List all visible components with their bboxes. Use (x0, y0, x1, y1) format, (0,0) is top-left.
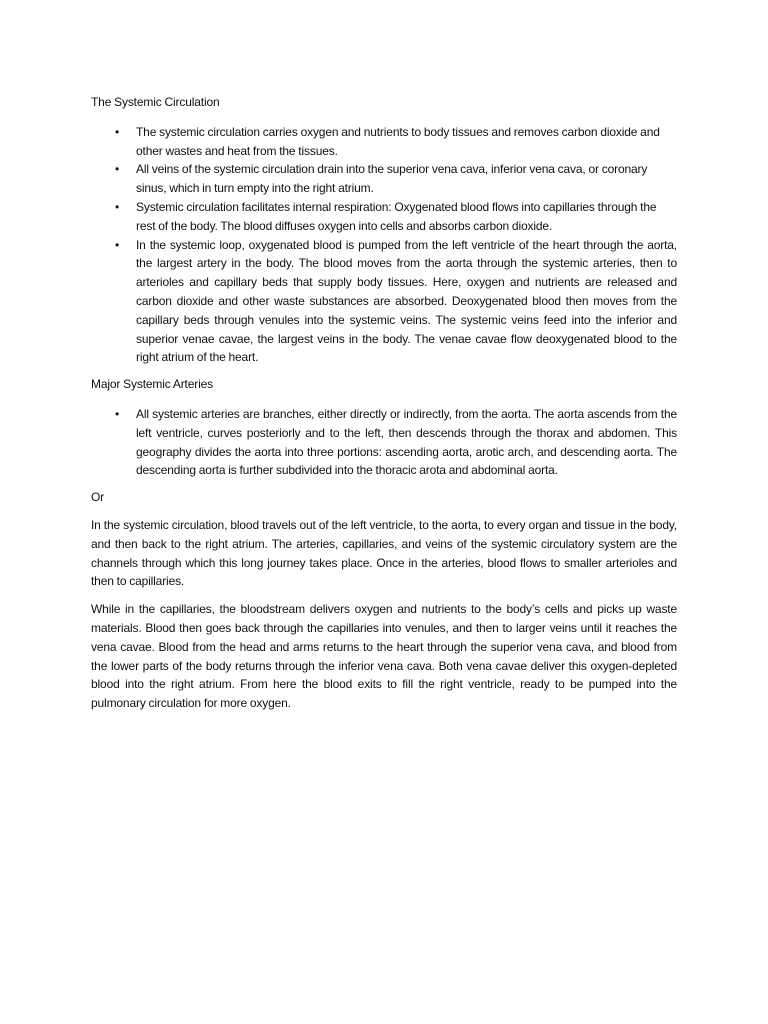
bullet-item (91, 405, 677, 480)
body-paragraph: In the systemic circulation, blood travels out of the left ventricle, to the aorta, to every organ and tissue in the body, and then back to the right atrium. The arteries, capillaries, and veins of the systemic circulatory system are the channels through which this long journey takes place. Once in the arteries, blood flows to smaller arterioles and then to capillaries. (91, 517, 677, 589)
bullet-text: Systemic circulation facilitates internal respiration: Oxygenated blood flows into capillaries through the rest of the body. The blood diffuses oxygen into cells and absorbs carbon dioxide. (136, 199, 657, 233)
systemic-circulation-bullet-list (91, 123, 677, 367)
bullet-text-run: or (585, 162, 602, 177)
bullet-text-run: All veins of the systemic circulation drain into the (136, 162, 387, 177)
bullet-text (136, 162, 647, 195)
bullet-item (91, 236, 677, 368)
bullet-text (136, 125, 660, 158)
section-heading-major-systemic-arteries: Major Systemic Arteries (91, 377, 213, 392)
bullet-item (91, 198, 677, 236)
bullet-glyph: • (115, 124, 120, 139)
bullet-item (91, 160, 677, 198)
bullet-text-run: which in turn empty into the right atrium. (166, 181, 374, 196)
bullet-text: All systemic arteries are branches, either directly or indirectly, from the aorta. The aorta ascends from the left ventricle, curves posteriorly and to the left, then descends through the thorax and abdomen. This geography divides the aorta into three portions: ascending aorta, arotic arch, and descending aorta. The descending aorta is further subdivided into the thoracic arota and abdominal aorta. (136, 406, 677, 478)
bold-term: The systemic circulation (136, 124, 260, 139)
bullet-glyph: • (115, 199, 120, 214)
bold-term: inferior vena cava, (490, 162, 586, 177)
body-paragraph: While in the capillaries, the bloodstream delivers oxygen and nutrients to the body’s cells and picks up waste materials. Blood then goes back through the capillaries into venules, and then to larger veins until it reaches the vena cavae. Blood from the head and arms returns to the heart through the superior vena cava, and blood from the lower parts of the body returns through the inferior vena cava. Both vena cavae deliver this oxygen-depleted blood into the right atrium. From here the blood exits to fill the right ventricle, ready to be pumped into the pulmonary circulation for more oxygen. (91, 602, 677, 711)
bullet-text-run: carries oxygen and nutrients to body tissues and removes carbon dioxide and other wastes and heat from the tissues. (136, 124, 660, 158)
bullet-text: In the systemic loop, oxygenated blood is pumped from the left ventricle of the heart through the aorta, the largest artery in the body. The blood moves from the aorta through the systemic arteries, then to arterioles and capillary beds that supply body tissues. Here, oxygen and nutrients are released and carbon dioxide and other waste substances are absorbed. Deoxygenated blood then moves from the capillary beds through venules into the systemic veins. The systemic veins feed into the inferior and superior venae cavae, the largest veins in the body. The venae cavae flow deoxygenated blood to the right atrium of the heart. (136, 237, 677, 365)
bold-term: coronary sinus, (136, 162, 648, 196)
document-page (91, 93, 677, 722)
bullet-text-run: , (484, 162, 491, 177)
bullet-glyph: • (115, 162, 120, 177)
bullet-glyph: • (115, 406, 120, 421)
section-heading-systemic-circulation: The Systemic Circulation (91, 95, 220, 109)
major-arteries-bullet-list (91, 405, 677, 480)
or-label: Or (91, 490, 105, 505)
bullet-glyph: • (115, 237, 120, 252)
bold-term: superior vena cava (386, 162, 485, 177)
bullet-item (91, 123, 677, 161)
